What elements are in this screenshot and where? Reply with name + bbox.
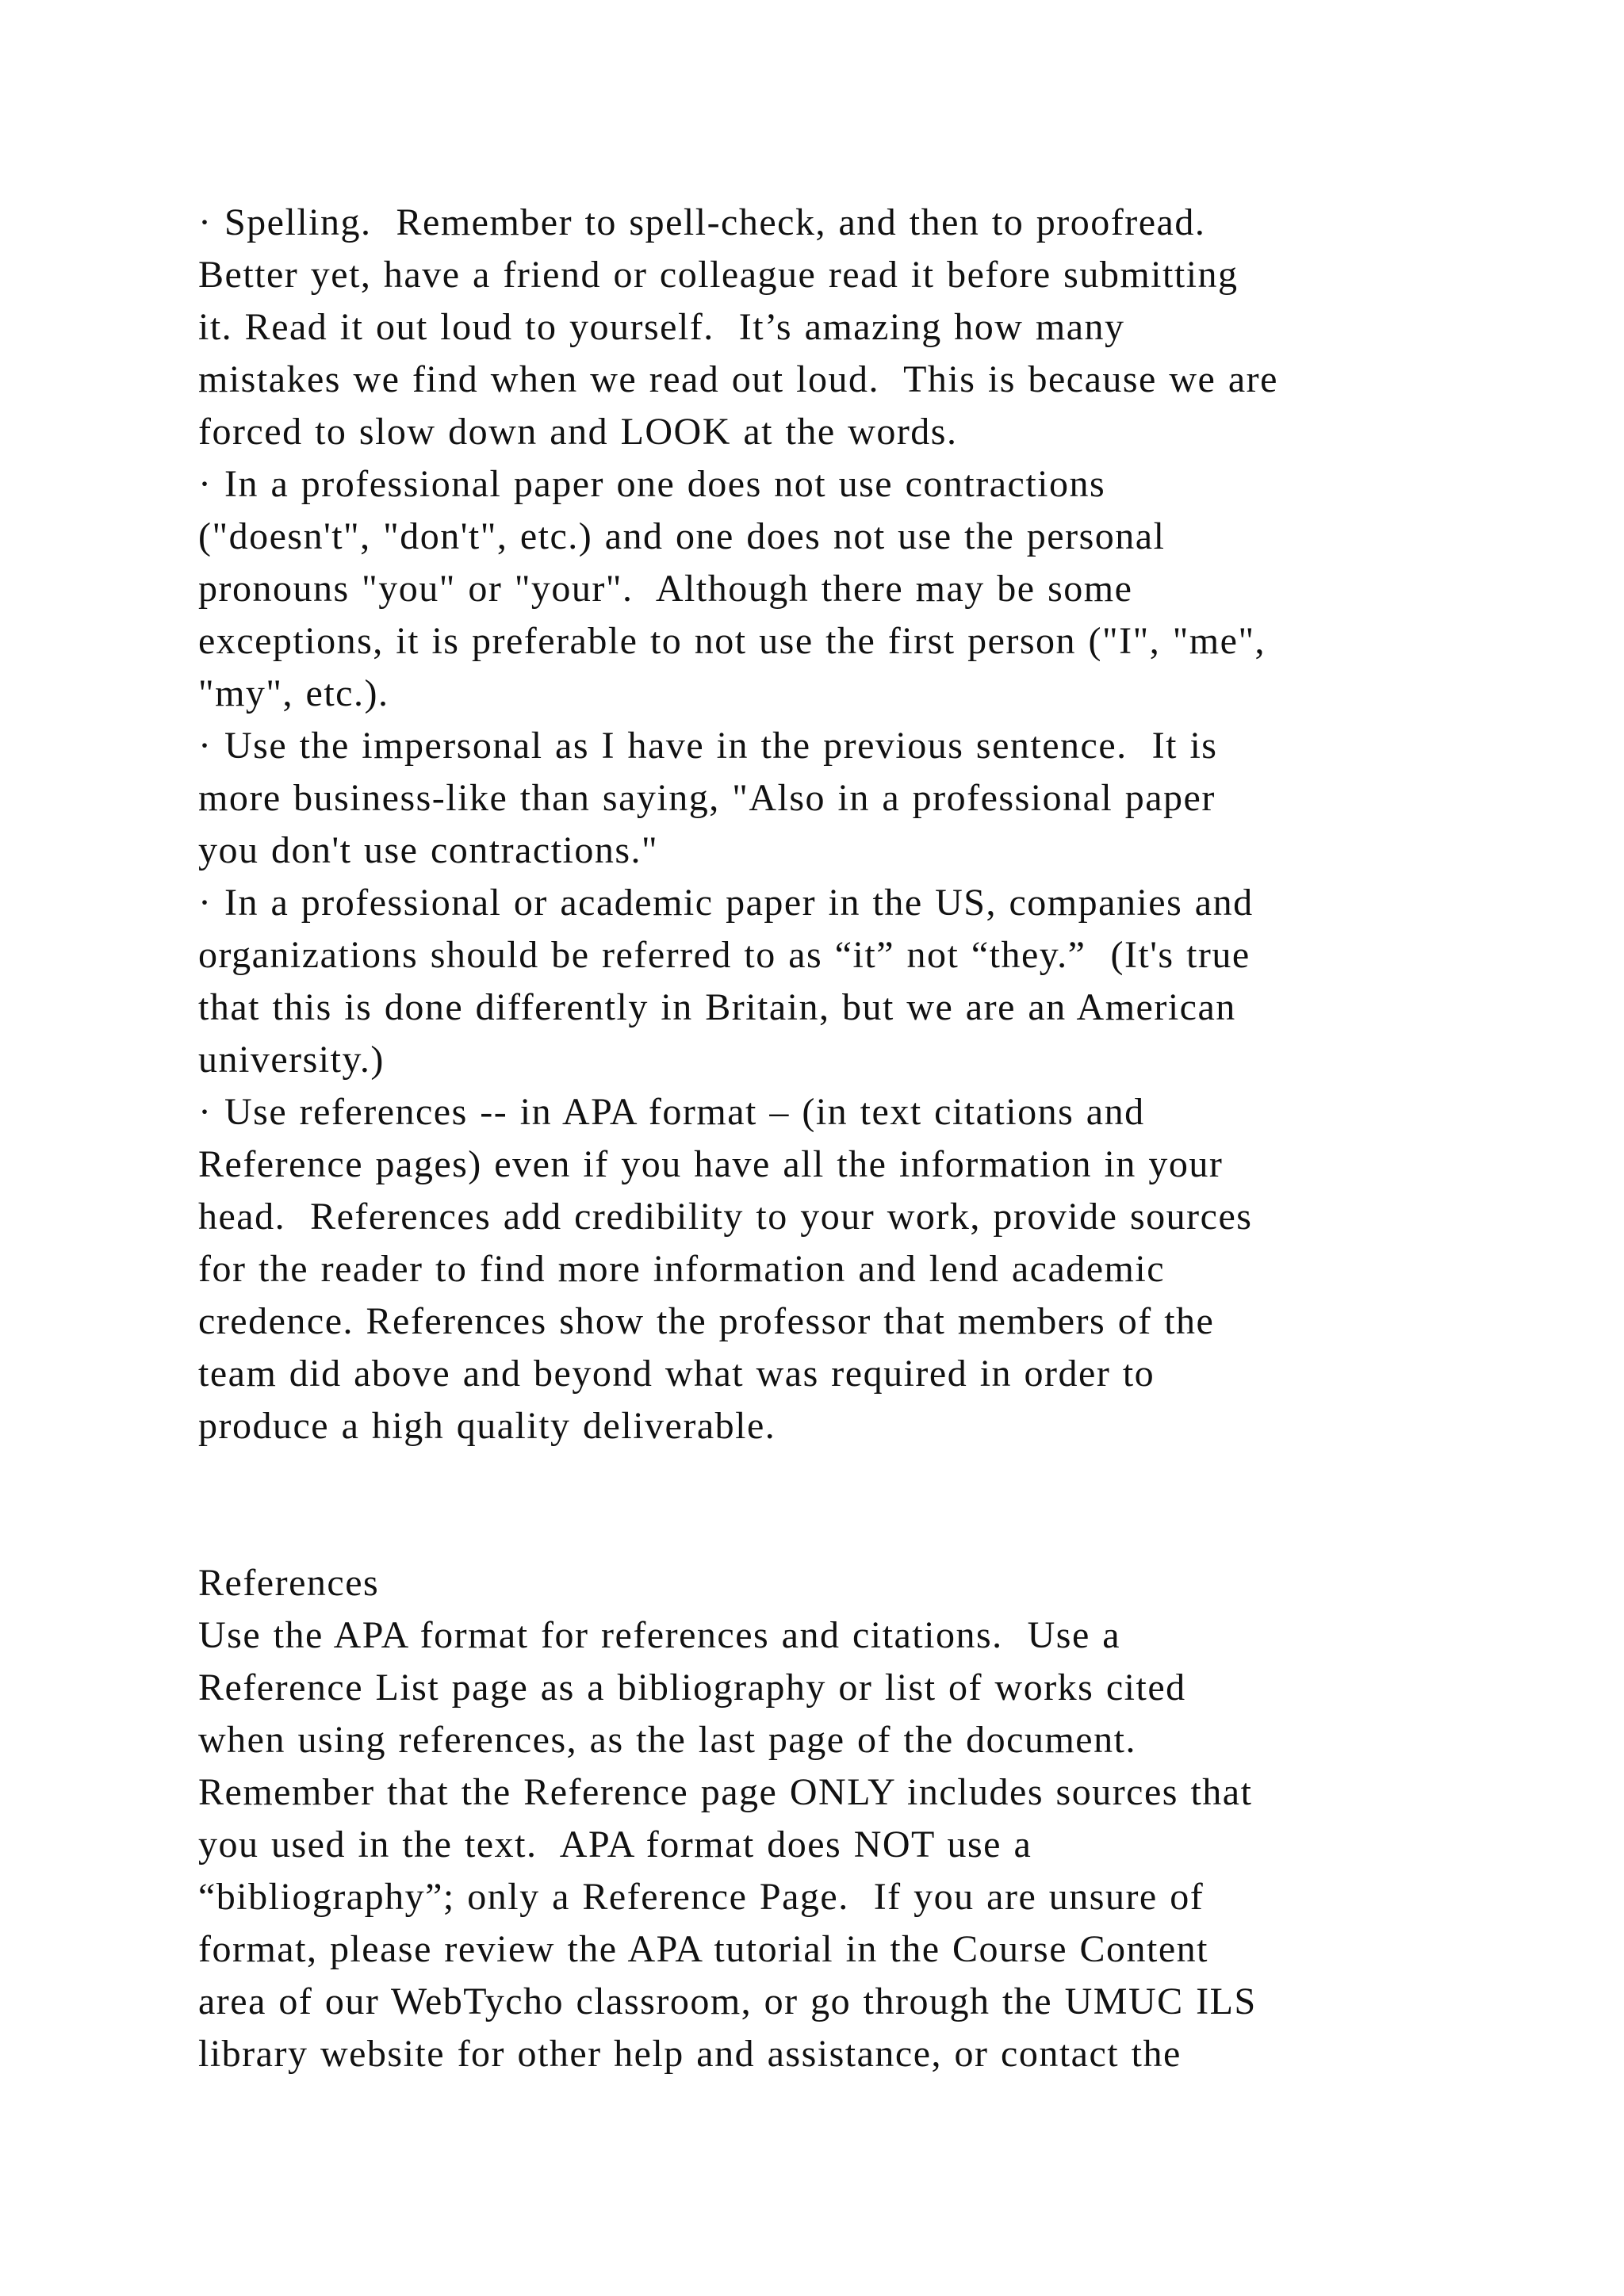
- text-line: more business-like than saying, "Also in a professional paper: [198, 777, 1216, 819]
- text-line: produce a high quality deliverable.: [198, 1405, 776, 1447]
- text-line: format, please review the APA tutorial in the Course Content: [198, 1928, 1209, 1970]
- text-line: ("doesn't", "don't", etc.) and one does not use the personal: [198, 515, 1166, 557]
- text-line: exceptions, it is preferable to not use the first person ("I", "me",: [198, 620, 1266, 662]
- text-line: Use the APA format for references and citations. Use a: [198, 1614, 1121, 1656]
- document-body: [198, 197, 1467, 2080]
- text-line: · Use references -- in APA format – (in text citations and: [198, 1091, 1145, 1133]
- text-line: · In a professional or academic paper in the US, companies and: [198, 882, 1254, 924]
- references-heading: References: [198, 1562, 380, 1604]
- text-line: organizations should be referred to as “it” not “they.” (It's true: [198, 934, 1251, 976]
- references-section: [198, 1557, 1467, 2080]
- text-line: credence. References show the professor that members of the: [198, 1300, 1215, 1342]
- text-line: mistakes we find when we read out loud. This is because we are: [198, 358, 1278, 400]
- text-line: Remember that the Reference page ONLY includes sources that: [198, 1771, 1253, 1813]
- text-line: Reference pages) even if you have all the information in your: [198, 1143, 1224, 1185]
- text-line: that this is done differently in Britain, but we are an American: [198, 986, 1236, 1028]
- text-line: · Use the impersonal as I have in the previous sentence. It is: [198, 725, 1218, 767]
- text-line: · In a professional paper one does not use contractions: [198, 463, 1106, 505]
- text-line: head. References add credibility to your work, provide sources: [198, 1196, 1253, 1238]
- text-line: university.): [198, 1039, 385, 1081]
- text-line: "my", etc.).: [198, 672, 389, 714]
- text-line: Reference List page as a bibliography or list of works cited: [198, 1667, 1186, 1709]
- text-line: it. Read it out loud to yourself. It’s amazing how many: [198, 306, 1125, 348]
- text-line: Better yet, have a friend or colleague read it before submitting: [198, 254, 1239, 296]
- text-line: team did above and beyond what was required in order to: [198, 1353, 1155, 1395]
- text-line: when using references, as the last page of the document.: [198, 1719, 1136, 1761]
- text-line: you don't use contractions.": [198, 829, 659, 871]
- text-line: for the reader to find more information and lend academic: [198, 1248, 1166, 1290]
- text-line: · Spelling. Remember to spell-check, and then to proofread.: [198, 201, 1206, 243]
- text-line: area of our WebTycho classroom, or go through the UMUC ILS: [198, 1980, 1257, 2022]
- text-line: “bibliography”; only a Reference Page. If you are unsure of: [198, 1876, 1205, 1918]
- text-line: pronouns "you" or "your". Although there may be some: [198, 568, 1133, 610]
- text-line: you used in the text. APA format does NOT use a: [198, 1823, 1032, 1866]
- guidelines-section: [198, 197, 1467, 1452]
- text-line: library website for other help and assistance, or contact the: [198, 2033, 1182, 2075]
- text-line: forced to slow down and LOOK at the words.: [198, 411, 958, 453]
- section-spacer: [198, 1452, 1467, 1557]
